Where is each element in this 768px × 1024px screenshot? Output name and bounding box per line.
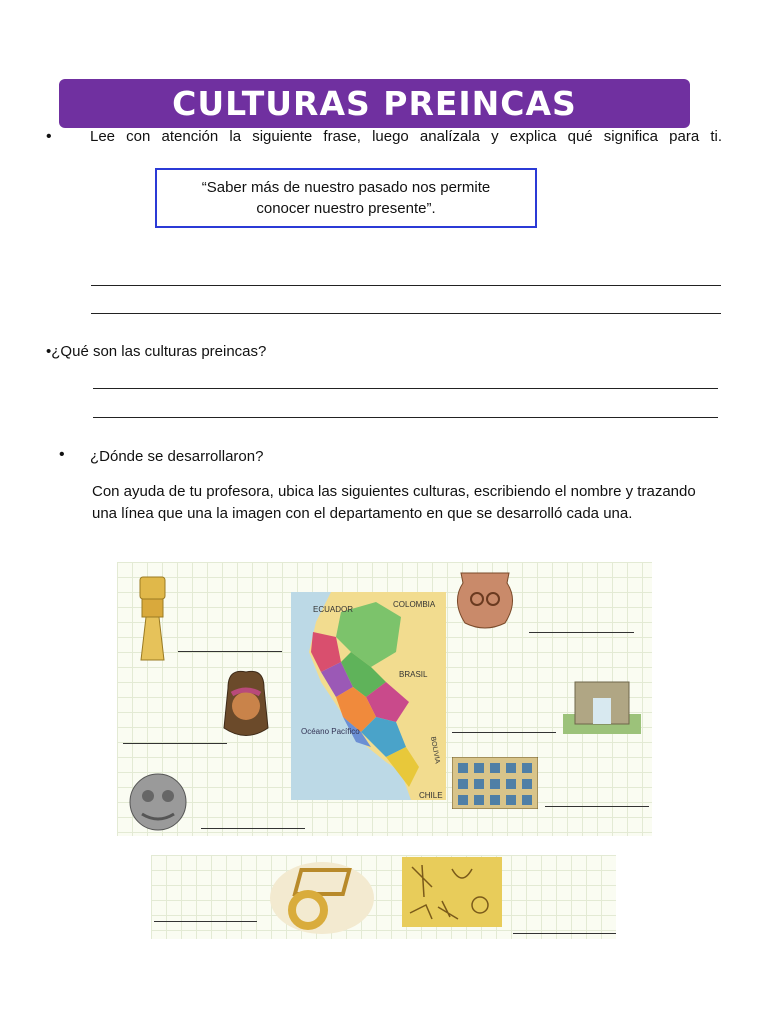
- answer-line-4[interactable]: [93, 417, 718, 418]
- map-label-ecuador: ECUADOR: [313, 605, 354, 614]
- map-label-bolivia: BOLIVIA: [429, 736, 441, 765]
- map-label-colombia: COLOMBIA: [393, 600, 436, 609]
- blank-2[interactable]: [123, 743, 227, 744]
- page-title: CULTURAS PREINCAS: [59, 79, 690, 128]
- bullet-3: •: [59, 446, 65, 463]
- textile-icon: [452, 757, 538, 809]
- blank-4[interactable]: [529, 632, 634, 633]
- question-2-text: ¿Qué son las culturas preincas?: [51, 343, 267, 360]
- gold-figure-icon: [130, 575, 175, 665]
- blank-5[interactable]: [452, 732, 556, 733]
- gold-ornament-icon: [268, 860, 376, 936]
- instructions-text: Con ayuda de tu profesora, ubica las siguientes culturas, escribiendo el nombre y trazando una línea que una la imagen con el departamento en que se desarrolló cada una.: [92, 483, 696, 522]
- stone-head-icon: [128, 770, 188, 832]
- question-1-text: Lee con atención la siguiente frase, luego analízala y explica qué significa para ti.: [90, 128, 722, 145]
- blank-7[interactable]: [154, 921, 257, 922]
- bullet-1: •: [46, 128, 52, 145]
- blank-8[interactable]: [513, 933, 616, 934]
- quote-box: [155, 168, 537, 228]
- nasca-lines-icon: [402, 857, 502, 927]
- quote-text: “Saber más de nuestro pasado nos permite conocer nuestro presente”.: [201, 179, 491, 217]
- map-label-oceano: Océano Pacífico: [301, 727, 360, 736]
- sun-gate-icon: [563, 674, 641, 734]
- blank-1[interactable]: [178, 651, 282, 652]
- face-jar-icon: [447, 565, 523, 631]
- blank-6[interactable]: [545, 806, 649, 807]
- ceramic-head-pot-icon: [218, 668, 274, 740]
- question-2: [46, 341, 266, 363]
- question-3-text: ¿Dónde se desarrollaron?: [90, 448, 264, 465]
- bullet-2: •: [46, 343, 52, 360]
- map-label-chile: CHILE: [419, 791, 443, 800]
- peru-map: [291, 592, 446, 800]
- answer-line-1[interactable]: [91, 285, 721, 286]
- answer-line-3[interactable]: [93, 388, 718, 389]
- activity-panel-lower: [151, 855, 616, 939]
- map-label-brasil: BRASIL: [399, 670, 428, 679]
- blank-3[interactable]: [201, 828, 305, 829]
- answer-line-2[interactable]: [91, 313, 721, 314]
